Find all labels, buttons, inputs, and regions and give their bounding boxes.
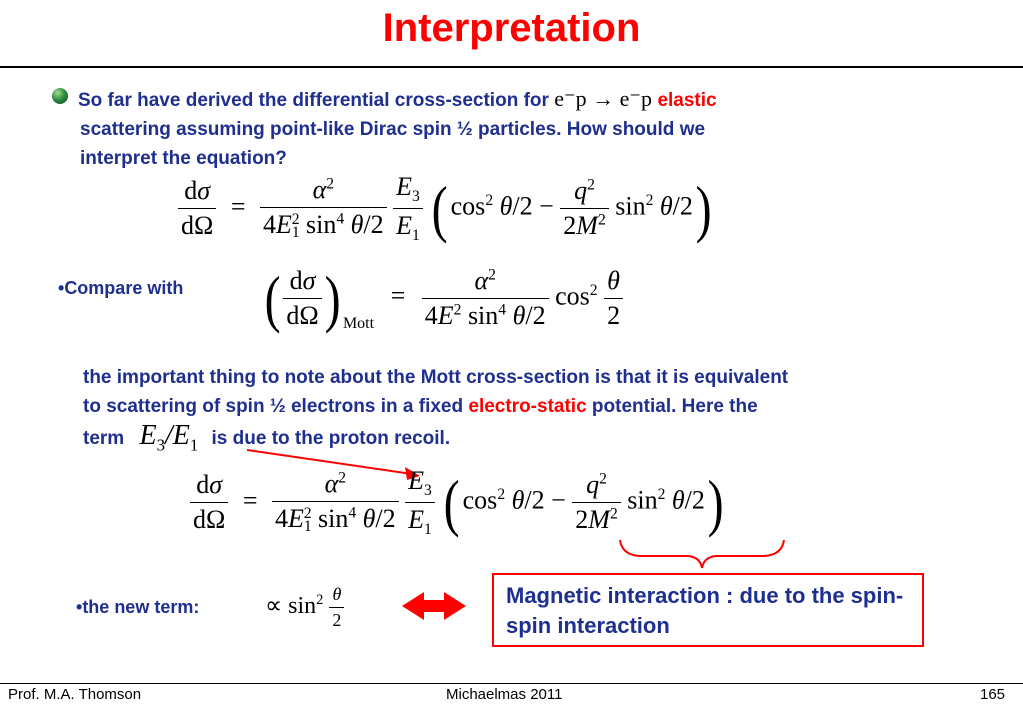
intro-line-3: interpret the equation? (80, 148, 287, 169)
footer-author: Prof. M.A. Thomson (8, 686, 142, 703)
note-line-3: term $E_3/E_1$ is due to the proton recoil. (83, 420, 451, 455)
footer-rule (0, 683, 1023, 684)
note-line-1: the important thing to note about the Mott cross-section is that it is equivalent (83, 367, 789, 388)
intro-line-2: scattering assuming point-like Dirac spin ½ particles. How should we (80, 119, 706, 140)
mott-subscript: Mott (342, 315, 375, 333)
reaction-text: e⁻p → e⁻p (554, 86, 658, 111)
intro-text: So far have derived the differential cross-section for (78, 90, 555, 111)
elastic-word: elastic (657, 90, 717, 111)
new-term-label: •the new term: (76, 597, 200, 617)
page-number: 165 (980, 686, 1006, 703)
magnetic-interaction-box: Magnetic interaction : due to the spin-spin interaction (492, 573, 924, 647)
brace-icon (620, 540, 784, 568)
double-arrow-icon (402, 592, 466, 620)
footer-term: Michaelmas 2011 (446, 686, 563, 703)
cross-section-equation-repeat: $\frac{d\sigma}{d\Omega}$ = $\frac{\alpha^2}{4E_1^2 \sin^4 \theta/2}$ $\frac{E_3}{E_1}$ ( $\cos^2 \theta/2$ − $\frac{q^2}{2M^2}$ $\sin^2 \theta/2$) (190, 466, 726, 539)
energy-ratio: $E_3/E_1$ (139, 420, 199, 455)
compare-label: •Compare with (58, 278, 184, 298)
mott-equation: ( $\frac{d\sigma}{d\Omega}$ ) $_{Mott}$ = $\frac{\alpha^2}{4E^2 \sin^4 \theta/2}$ $\cos^2$ $\frac{\theta}{2}$ (262, 266, 623, 331)
electro-static-word: electro-static (468, 396, 587, 417)
note-line-2: to scattering of spin ½ electrons in a fixed electro-static potential. Here the (83, 396, 758, 417)
slide-title: Interpretation (382, 6, 641, 50)
new-term-expression: ∝ $\sin^2$ $\frac{\theta}{2}$ (265, 584, 344, 631)
cross-section-equation: $\frac{d\sigma}{d\Omega}$ = $\frac{\alpha^2}{4E_1^2 \sin^4 \theta/2}$ $\frac{E_3}{E_1}$ ( $\cos^2 \theta/2$ − $\frac{q^2}{2M^2}$ $\sin^2 \theta/2$) (178, 172, 714, 245)
